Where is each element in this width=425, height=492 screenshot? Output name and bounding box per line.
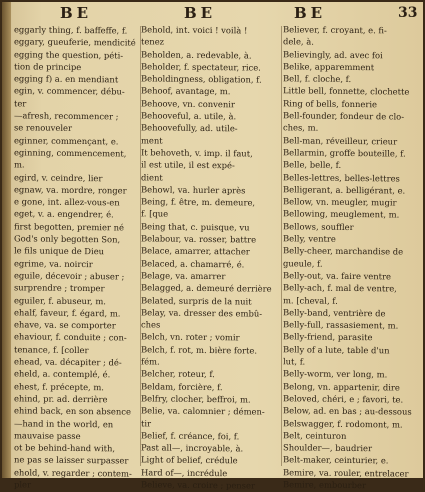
entry-line: lut, f. — [282, 356, 306, 367]
entry-line: Belcher, roteur, f. — [140, 368, 215, 380]
entry-line: Behoove, vn. convenir — [140, 98, 236, 110]
entry-line: Believingly, ad. avec foi — [282, 48, 383, 60]
entry-line: pler — [13, 479, 32, 490]
entry-line: Belch, f. rot, m. bière forte. — [140, 344, 258, 356]
entry-line: Belly-ach, f. mal de ventre, — [282, 282, 397, 294]
binding-gutter — [2, 2, 11, 478]
page-header — [2, 2, 423, 26]
entry-line: Bell-man, réveilleur, crieur — [282, 134, 398, 147]
entry-line: Past all—, incroyable, à. — [140, 442, 244, 454]
entry-line: Behooveful, a. utile, à. — [140, 110, 237, 122]
dictionary-page — [2, 2, 423, 491]
entry-line: Being that, c. puisque, vu — [140, 221, 250, 233]
entry-line: ehest, f. précepte, m. — [13, 380, 105, 392]
entry-line: eginner, commençant, e. — [13, 135, 119, 147]
entry-line: gueule, f. — [282, 257, 323, 269]
column-right — [282, 24, 418, 491]
entry-line: ches — [140, 319, 161, 330]
entry-line: dele, à. — [282, 36, 314, 47]
entry-line: ehold, v. regarder ; contem- — [13, 467, 132, 479]
entry-line: fém. — [140, 356, 160, 367]
entry-line: Belly-cheer, marchandise de — [282, 245, 404, 257]
entry-line: Behoovefully, ad. utile- — [140, 122, 238, 134]
entry-line: ches, m. — [282, 122, 319, 134]
column-middle — [140, 24, 272, 491]
entry-line: Belfry, clocher, beffroi, m. — [140, 393, 251, 405]
entry-line: egging f) a. en mendiant — [13, 73, 119, 85]
entry-line: f. [que — [140, 208, 169, 220]
entry-line: Little bell, fonnette, clochette — [282, 85, 410, 98]
entry-line: ehind, pr. ad. derrière — [13, 393, 108, 405]
entry-line: Beholder, f. spectateur, rice. — [140, 61, 261, 73]
entry-line: God's only begotten Son, — [13, 233, 121, 245]
entry-line: ne pas se laisser surpasser — [13, 454, 129, 466]
entry-line: m. [cheval, f. — [282, 294, 338, 306]
entry-line: Hard of—, incrédule — [140, 467, 228, 478]
entry-line: Believer, f. croyant, e. fi- — [282, 24, 387, 36]
entry-line: —afresh, recommencer ; — [13, 110, 119, 122]
entry-line: eggary, gueuferie, mendicité — [13, 36, 136, 48]
entry-line: egird, v. ceindre, lier — [13, 171, 103, 183]
entry-line: se renouveler — [13, 122, 73, 134]
entry-line: —hand in the world, en — [13, 417, 114, 429]
entry-line: egrime, va. noircir — [13, 257, 93, 269]
entry-line: surprendre ; tromper — [13, 282, 105, 294]
entry-line: Belay, va. dresser des embû- — [140, 307, 263, 319]
entry-line: tenez — [140, 36, 165, 47]
entry-line: Belch, vn. roter ; vomir — [140, 331, 240, 343]
entry-line: Belly-band, ventrière de — [282, 307, 386, 319]
page-number: 33 — [398, 5, 418, 21]
entry-line: Belagged, a. demeuré derrière — [140, 282, 272, 294]
entry-line: Behold, int. voici ! voilà ! — [140, 24, 248, 36]
entry-line: Belles-lettres, belles-lettres — [282, 171, 400, 184]
entry-line: Belly-friend, parasite — [282, 331, 373, 343]
entry-line: Belabour, va. rosser, battre — [140, 233, 257, 245]
entry-line: Below, ad. en bas ; au-dessous — [282, 405, 412, 417]
entry-line: Belace, amarrer, attacher — [140, 245, 250, 257]
entry-line: Belligerant, a. belligérant, e. — [282, 184, 406, 196]
entry-line: eget, v. a. engendrer, é. — [13, 208, 114, 220]
entry-line: mauvaise passe — [13, 430, 81, 441]
entry-line: Bellarmin, groffe bouteille, f. — [282, 147, 406, 159]
entry-line: m. — [13, 159, 25, 170]
running-head-left: BE — [60, 4, 93, 22]
entry-line: ehave, va. se comporter — [13, 319, 116, 331]
entry-line: egging the question, péti- — [13, 48, 124, 61]
entry-line: Belage, va. amarrer — [140, 270, 226, 282]
entry-line: Beldam, forcière, f. — [140, 380, 223, 392]
entry-line: Beholden, a. redevable, à. — [140, 48, 252, 61]
entry-line: Bellowing, meuglement, m. — [282, 208, 400, 220]
entry-line: Beloved, chéri, e ; favori, te. — [282, 393, 404, 405]
entry-line: ter — [13, 98, 27, 109]
entry-line: Belly-out, va. faire ventre — [282, 270, 392, 282]
entry-line: egin, v. commencer, débu- — [13, 85, 125, 97]
entry-line: eggarly thing, f. baffeffe, f. — [13, 24, 128, 36]
entry-line: Belief, f. créance, foi, f. — [140, 430, 240, 442]
entry-line: e gone, int. allez-vous-en — [13, 196, 120, 208]
entry-line: le fils unique de Dieu — [13, 245, 105, 257]
entry-line: Belie, va. calomnier ; démen- — [140, 405, 265, 417]
entry-line: il est utile, il est expé- — [140, 159, 235, 171]
entry-line: It behoveth, v. imp. il faut, — [140, 147, 253, 159]
entry-line: Behowl, va. hurler après — [140, 184, 246, 196]
entry-line: Light of belief, crédule — [140, 454, 238, 466]
entry-line: eheld, a. contemplé, é. — [13, 368, 111, 380]
entry-line: Belike, apparemment — [282, 61, 375, 73]
column-divider — [281, 26, 282, 466]
entry-line: Bellows, souffler — [282, 221, 354, 232]
entry-line: ehaviour, f. conduite ; con- — [13, 331, 127, 343]
entry-line: Behoof, avantage, m. — [140, 85, 231, 97]
entry-line: tir — [140, 417, 152, 428]
entry-line: tion de principe — [13, 61, 82, 72]
entry-line: Belt-maker, ceinturier, e. — [282, 454, 389, 466]
entry-line: Belt, ceinturon — [282, 430, 347, 441]
column-left — [13, 24, 142, 490]
entry-line: Bemire, embourber — [282, 479, 367, 491]
entry-line: Belswagger, f. rodomont, m. — [282, 417, 403, 430]
entry-line: Bell, f. cloche, f. — [282, 73, 352, 85]
entry-line: egnaw, va. mordre, ronger — [13, 184, 127, 196]
entry-line: Belly, ventre — [282, 233, 336, 244]
entry-line: first begotten, premier né — [13, 221, 125, 233]
entry-line: ehind back, en son absence — [13, 405, 132, 417]
entry-line: Bell-founder, fondeur de clo- — [282, 110, 405, 122]
entry-line: Belong, vn. appartenir, dire — [282, 380, 400, 393]
entry-line: ot be behind-hand with, — [13, 442, 116, 454]
running-head-right: BE — [294, 4, 327, 22]
entry-line: Belly of a lute, table d'un — [282, 344, 390, 356]
entry-line: tenance, f. [coller — [13, 344, 89, 355]
entry-line: Belaced, a. chamarré, é. — [140, 257, 245, 270]
entry-line: ehead, va. décapiter ; dé- — [13, 356, 122, 368]
entry-line: ment — [140, 135, 163, 146]
entry-line: Bellow, vn. meugler, mugir — [282, 196, 397, 208]
entry-line: eguile, décevoir ; abuser ; — [13, 270, 125, 282]
entry-line: Belly-worm, ver long, m. — [282, 368, 388, 380]
entry-line: Belly-full, rassasiement, m. — [282, 319, 399, 331]
running-head-middle: BE — [184, 4, 217, 22]
entry-line: dient — [140, 171, 163, 183]
entry-line: Shoulder—, baudrier — [282, 442, 373, 454]
entry-line: eguiler, f. abuseur, m. — [13, 294, 107, 306]
entry-line: Belle, belle, f. — [282, 159, 342, 171]
entry-line: Being, f. être, m. demeure, — [140, 196, 256, 208]
entry-line: ehalf, faveur, f. égard, m. — [13, 307, 121, 319]
entry-line: Beholdingness, obligation, f. — [140, 73, 262, 85]
entry-line: Belated, surpris de la nuit — [140, 294, 252, 307]
entry-line: Bemire, va. rouler, entrelacer — [282, 466, 409, 479]
entry-line: Believe, va. croire ; penser — [140, 479, 256, 491]
entry-line: eginning, commencement, — [13, 147, 127, 159]
entry-line: Ring of bells, fonnerie — [282, 98, 378, 110]
